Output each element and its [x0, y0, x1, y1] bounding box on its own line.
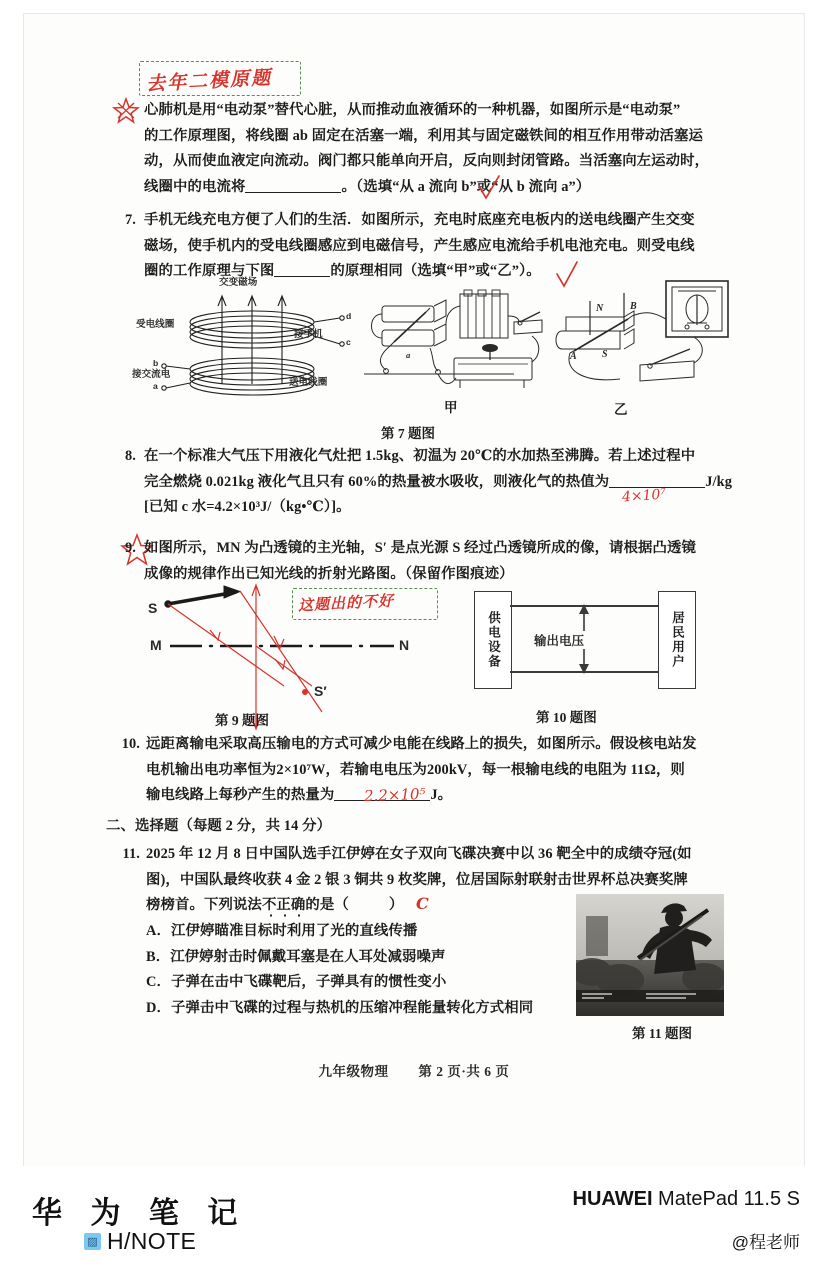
q6-line-3: 动，从而使血液定向流动。阀门都只能单向开启，反向则封闭管路。当活塞向左运动时，	[144, 153, 710, 170]
q7-tail: 的原理相同（选填“甲”或“乙”）。	[330, 263, 541, 280]
q7-number: 7.	[125, 212, 136, 228]
app-bottom-bar	[0, 1166, 828, 1280]
page-footer	[24, 1060, 804, 1080]
q6-line-4-text: 线圈中的电流将	[144, 178, 246, 195]
document-body	[24, 14, 804, 1166]
q7-terminal-a: a	[153, 381, 158, 391]
q9-number: 9.	[125, 540, 136, 556]
notes-app-icon: ▨	[84, 1233, 101, 1250]
q10-voltage-label: 输出电压	[531, 631, 587, 649]
q10-figure-caption: 第 10 题图	[536, 710, 597, 725]
q8-line-3: [已知 c 水=4.2×10³J/（kg•℃）]。	[144, 499, 351, 516]
q10-answer-blank[interactable]	[334, 800, 430, 801]
q7-label-recv-coil: 受电线圈	[136, 319, 175, 330]
q9-figure-caption: 第 9 题图	[215, 713, 269, 728]
footer-subject: 九年级物理	[318, 1064, 389, 1079]
q6-line-4	[144, 175, 746, 201]
q10-handwritten-answer: 2.2×10⁵	[363, 784, 426, 806]
q10-supply-box: 供电设备	[474, 591, 512, 689]
q7-jia-marker-a: a	[406, 350, 411, 360]
q9-axis-M: M	[150, 637, 162, 653]
q10-block-diagram	[464, 589, 720, 699]
device-model: MatePad 11.5 S	[652, 1188, 800, 1210]
q10-line-1: 远距离输电采取高压输电的方式可减少电能在线路上的损失，如图所示。假设核电站发	[146, 736, 697, 752]
device-model-label	[573, 1188, 801, 1211]
q6-line-2: 的工作原理图，将线圈 ab 固定在活塞一端，利用其与固定磁铁间的相互作用带动活塞运	[144, 127, 703, 144]
q9-line-2: 成像的规律作出已知光线的折射光路图。（保留作图痕迹）	[144, 565, 514, 582]
q11-line-3-d: ）	[388, 897, 404, 914]
brand-logo-en	[84, 1228, 196, 1255]
q6-line-1: 心肺机是用“电动泵”替代心脏，从而推动血液循环的一种机器，如图所示是“电动泵”	[144, 102, 681, 118]
q7-figure-caption: 第 7 题图	[381, 426, 435, 441]
q7-terminal-d: d	[346, 311, 352, 321]
q7-jia-caption: 甲	[444, 400, 458, 415]
scanned-page-sheet	[24, 14, 804, 1166]
q11-line-3-c: 的是（	[305, 897, 349, 914]
q7-line-3-text: 圈的工作原理与下图	[144, 263, 275, 280]
q11-line-1: 2025 年 12 月 8 日中国队选手江伊婷在女子双向飞碟决赛中以 36 靶全中的成绩夺冠(如	[146, 846, 692, 862]
question-6	[106, 98, 746, 200]
q10-consumer-box: 居民用户	[658, 591, 696, 689]
q7-yi-marker-B: B	[630, 301, 637, 312]
q7-figure-yi	[554, 279, 739, 404]
q6-tail: 。（选填“从 a 流向 b”或“从 b 流向 a”）	[341, 178, 591, 195]
q7-figure-jia	[364, 286, 554, 406]
q11-photo	[576, 894, 724, 1016]
q11-option-b[interactable]: B．江伊婷射击时佩戴耳塞是在人耳处减弱噪声	[146, 948, 446, 965]
brand-name-en: H/NOTE	[107, 1228, 197, 1254]
question-10	[106, 732, 746, 809]
device-brand: HUAWEI	[572, 1188, 653, 1210]
q7-label-ac-field: 交变磁场	[219, 277, 258, 288]
q11-options	[146, 919, 586, 1021]
section-two-heading: 二、选择题（每题 2 分，共 14 分）	[106, 818, 332, 834]
question-8	[106, 444, 746, 521]
q8-handwritten-answer: 4×10⁷	[621, 486, 667, 506]
q7-label-ac-source: 接交流电	[132, 369, 171, 380]
q7-line-2: 磁场，使手机内的受电线圈感应到电磁信号，产生感应电流给手机电池充电。则受电线	[144, 237, 695, 254]
q11-number: 11.	[122, 846, 140, 862]
q8-unit: J/kg	[705, 473, 733, 490]
question-9	[106, 536, 746, 587]
q9-point-S: S	[148, 600, 158, 616]
q11-emphasis: 不正确	[261, 897, 306, 914]
q8-number: 8.	[125, 448, 136, 464]
q11-line-3-a: 榜榜首。下列说法	[146, 897, 262, 914]
q6-answer-blank[interactable]	[245, 192, 341, 193]
question-7	[106, 208, 746, 285]
q9-line-1: 如图所示，MN 为凸透镜的主光轴，S′ 是点光源 S 经过凸透镜所成的像，请根据凸透镜	[144, 540, 697, 556]
q7-terminal-b: b	[153, 358, 159, 368]
author-handle: @程老师	[731, 1233, 800, 1252]
q11-line-2: 图)，中国队最终收获 4 金 2 银 3 铜共 9 枚奖牌，位居国际射联射击世界杯总决赛奖牌	[146, 871, 688, 888]
q11-option-d[interactable]: D．子弹击中飞碟的过程与热机的压缩冲程能量转化方式相同	[146, 999, 534, 1016]
q8-line-1: 在一个标准大气压下用液化气灶把 1.5kg、初温为 20℃的水加热至沸腾。若上述过程中	[144, 448, 696, 464]
q7-yi-marker-N: N	[596, 303, 604, 314]
q7-label-send-coil: 送电线圈	[289, 377, 328, 388]
q10-line-3-text: 输电线路上每秒产生的热量为	[146, 787, 335, 804]
q9-axis-N: N	[399, 637, 410, 653]
q9-note-text: 这题出的不好	[297, 591, 395, 615]
q11-figure-caption: 第 11 题图	[632, 1026, 693, 1041]
q11-option-a[interactable]: A．江伊婷瞄准目标时利用了光的直线传播	[146, 923, 418, 939]
q7-terminal-c: c	[346, 337, 351, 347]
q10-line-3	[146, 783, 746, 809]
q7-line-1: 手机无线充电方便了人们的生活．如图所示，充电时底座充电板内的送电线圈产生交变	[144, 212, 695, 228]
q9-point-S-prime: S′	[314, 683, 327, 699]
q7-yi-marker-A: A	[570, 351, 577, 362]
q8-answer-blank[interactable]	[609, 487, 705, 488]
q11-handwritten-answer: C	[416, 894, 429, 913]
q11-option-c[interactable]: C．子弹在击中飞碟靶后，子弹具有的惯性变小	[146, 974, 447, 991]
q10-line-2: 电机输出电功率恒为2×10⁷W，若输电电压为200kV，每一根输电线的电阻为 11Ω，则	[146, 761, 685, 778]
q8-line-2	[144, 470, 746, 496]
q7-yi-marker-S: S	[602, 349, 608, 360]
q7-wireless-coil-figure	[132, 277, 359, 399]
q8-line-2-text: 完全燃烧 0.021kg 液化气且只有 60%的热量被水吸收，则液化气的热值为	[144, 473, 610, 490]
brand-name-cn: 华 为 笔 记	[32, 1196, 247, 1231]
top-note-text: 去年二模原题	[145, 66, 273, 96]
q7-yi-caption: 乙	[614, 402, 628, 417]
q10-number: 10.	[121, 736, 140, 752]
footer-pagination: 第 2 页·共 6 页	[418, 1064, 510, 1079]
q7-answer-blank[interactable]	[274, 276, 330, 277]
q7-label-to-phone: 接手机	[294, 329, 323, 340]
q10-unit: J。	[430, 787, 453, 804]
